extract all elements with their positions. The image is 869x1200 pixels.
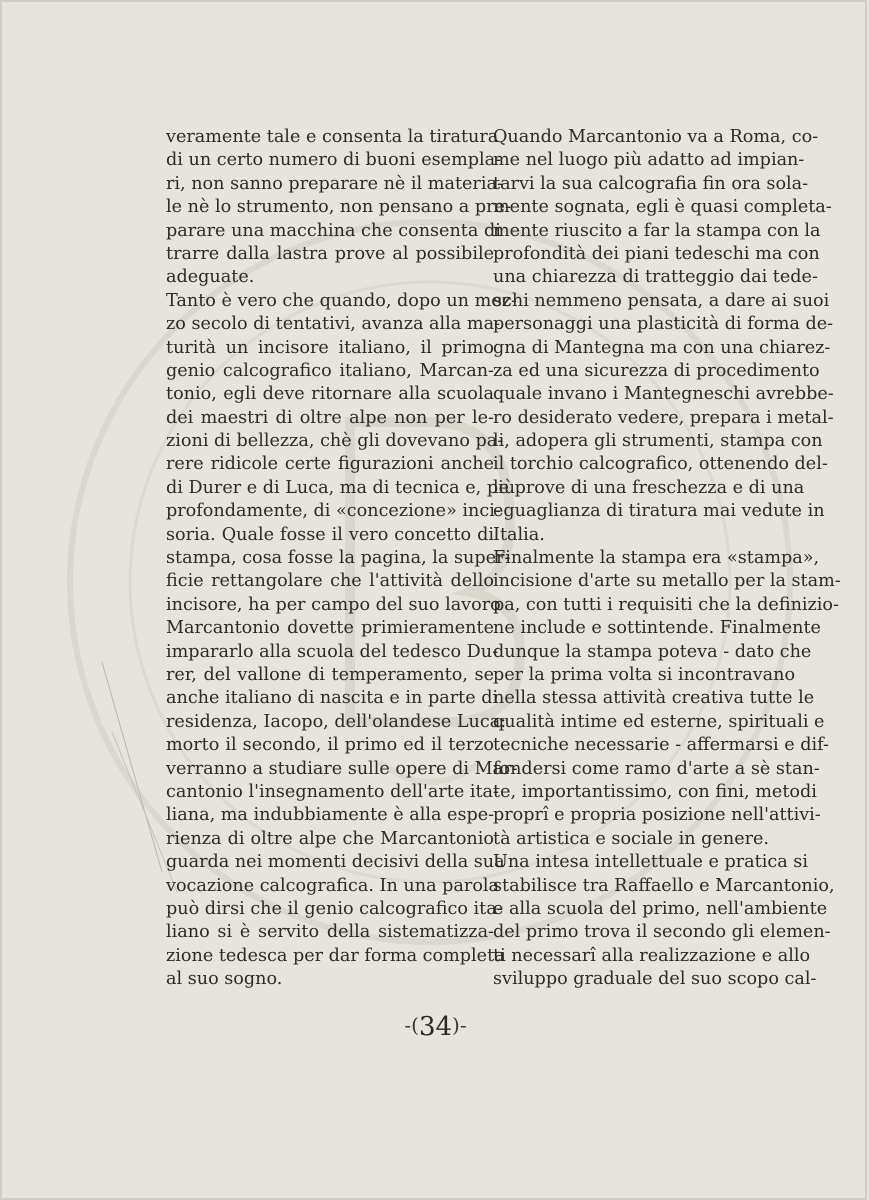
text-line: li, adopera gli strumenti, stampa con bbox=[493, 431, 823, 452]
text-line: nella stessa attività creativa tutte le bbox=[493, 688, 815, 709]
folio-right-ornament: )- bbox=[452, 1013, 467, 1037]
text-line: dunque la stampa poteva - dato che bbox=[493, 641, 812, 662]
text-line: le prove di una freschezza e di una bbox=[493, 477, 805, 498]
text-line: stabilisce tra Raffaello e Marcantonio, bbox=[493, 875, 835, 896]
text-line: dei maestri di oltre alpe non per le- bbox=[166, 407, 494, 428]
right-text-column bbox=[493, 126, 841, 991]
text-line: Una intesa intellettuale e pratica si bbox=[493, 852, 808, 873]
text-line: Italia. bbox=[493, 524, 545, 545]
text-line: schi nemmeno pensata, a dare ai suoi bbox=[493, 290, 830, 311]
text-line: liano si è servito della sistematizza- bbox=[166, 922, 494, 943]
text-line: eguaglianza di tiratura mai vedute in bbox=[493, 501, 825, 522]
text-line: mente riuscito a far la stampa con la bbox=[493, 220, 821, 241]
text-line: Finalmente la stampa era «stampa», bbox=[493, 548, 820, 569]
text-line: Tanto è vero che quando, dopo un mez- bbox=[166, 290, 517, 311]
text-line: adeguate. bbox=[166, 267, 255, 288]
text-line: tarvi la sua calcografia fin ora sola- bbox=[493, 173, 809, 194]
text-line: tà artistica e sociale in genere. bbox=[493, 828, 770, 849]
text-line: parare una macchina che consenta di bbox=[166, 220, 501, 241]
text-line: fondersi come ramo d'arte a sè stan- bbox=[493, 758, 820, 779]
text-line: Quando Marcantonio va a Roma, co- bbox=[493, 127, 819, 147]
text-line: me nel luogo più adatto ad impian- bbox=[493, 150, 805, 171]
text-line: genio calcografico italiano, Marcan- bbox=[166, 360, 494, 381]
text-line: può dirsi che il genio calcografico ita- bbox=[166, 898, 503, 919]
page-number-folio bbox=[2, 1012, 869, 1042]
text-line: al suo sogno. bbox=[166, 969, 283, 990]
text-line: soria. Quale fosse il vero concetto di bbox=[166, 524, 494, 545]
text-line: incisione d'arte su metallo per la stam- bbox=[493, 571, 841, 592]
text-line: tecniche necessarie - affermarsi e dif- bbox=[493, 735, 829, 756]
text-line: sviluppo graduale del suo scopo cal- bbox=[493, 969, 817, 990]
text-line: impararlo alla scuola del tedesco Du- bbox=[166, 641, 499, 662]
text-line: turità un incisore italiano, il primo bbox=[166, 337, 494, 358]
text-line: ficie rettangolare che l'attività dello bbox=[166, 571, 494, 592]
text-line: liana, ma indubbiamente è alla espe- bbox=[166, 805, 495, 826]
text-line: di un certo numero di buoni esempla- bbox=[166, 150, 502, 171]
text-line: del primo trova il secondo gli elemen- bbox=[493, 922, 831, 943]
text-line: qualità intime ed esterne, spirituali e bbox=[493, 711, 825, 732]
text-line: cantonio l'insegnamento dell'arte ita- bbox=[166, 781, 499, 802]
text-line: anche italiano di nascita e in parte di bbox=[166, 688, 499, 709]
text-line: Marcantonio dovette primieramente bbox=[166, 618, 494, 639]
text-line: trarre dalla lastra prove al possibile bbox=[166, 243, 494, 264]
text-line: za ed una sicurezza di procedimento bbox=[493, 360, 820, 381]
text-line: residenza, Iacopo, dell'olandese Luca: bbox=[166, 711, 507, 732]
text-line: ti necessarî alla realizzazione e allo bbox=[493, 945, 811, 966]
text-line: il torchio calcografico, ottenendo del- bbox=[493, 454, 828, 475]
text-line: mente sognata, egli è quasi completa- bbox=[493, 197, 832, 218]
text-line: ro desiderato vedere, prepara i metal- bbox=[493, 407, 834, 428]
text-line: le nè lo strumento, non pensano a pre- bbox=[166, 197, 511, 218]
text-line: quale invano i Mantegneschi avrebbe- bbox=[493, 384, 834, 405]
text-line: di Durer e di Luca, ma di tecnica e, più bbox=[166, 477, 516, 498]
text-line: gna di Mantegna ma con una chiarez- bbox=[493, 337, 831, 358]
text-line: profondamente, di «concezione» inci- bbox=[166, 501, 501, 522]
text-line: morto il secondo, il primo ed il terzo bbox=[166, 735, 494, 756]
text-line: una chiarezza di tratteggio dai tede- bbox=[493, 267, 818, 288]
text-line: ne include e sottintende. Finalmente bbox=[493, 618, 821, 639]
folio-left-ornament: -( bbox=[404, 1013, 419, 1037]
page-number: 34 bbox=[418, 1012, 453, 1042]
text-line: veramente tale e consenta la tiratura bbox=[166, 127, 499, 147]
text-line: verranno a studiare sulle opere di Mar- bbox=[166, 758, 518, 779]
text-line: stampa, cosa fosse la pagina, la super- bbox=[166, 548, 511, 569]
text-line: incisore, ha per campo del suo lavoro bbox=[166, 594, 501, 615]
text-line: per la prima volta si incontravano bbox=[493, 664, 796, 685]
text-line: pa, con tutti i requisiti che la definizio- bbox=[493, 594, 839, 615]
text-line: te, importantissimo, con fini, metodi bbox=[493, 781, 817, 802]
left-text-column bbox=[166, 126, 518, 991]
text-line: tonio, egli deve ritornare alla scuola bbox=[166, 384, 494, 405]
text-line: zo secolo di tentativi, avanza alla ma- bbox=[166, 314, 500, 335]
text-line: proprî e propria posizione nell'attivi- bbox=[493, 805, 821, 826]
text-line: ri, non sanno preparare nè il materia- bbox=[166, 173, 503, 194]
text-line: zioni di bellezza, chè gli dovevano pa- bbox=[166, 431, 504, 452]
text-line: vocazione calcografica. In una parola bbox=[166, 875, 500, 896]
text-line: rer, del vallone di temperamento, se bbox=[166, 664, 494, 685]
text-line: personaggi una plasticità di forma de- bbox=[493, 314, 834, 335]
text-line: e alla scuola del primo, nell'ambiente bbox=[493, 898, 828, 919]
text-line: rere ridicole certe figurazioni anche bbox=[166, 454, 494, 475]
text-line: zione tedesca per dar forma completa bbox=[166, 945, 505, 966]
text-line: guarda nei momenti decisivi della sua bbox=[166, 852, 505, 873]
text-line: profondità dei piani tedeschi ma con bbox=[493, 243, 820, 264]
text-line: rienza di oltre alpe che Marcantonio bbox=[166, 828, 494, 849]
